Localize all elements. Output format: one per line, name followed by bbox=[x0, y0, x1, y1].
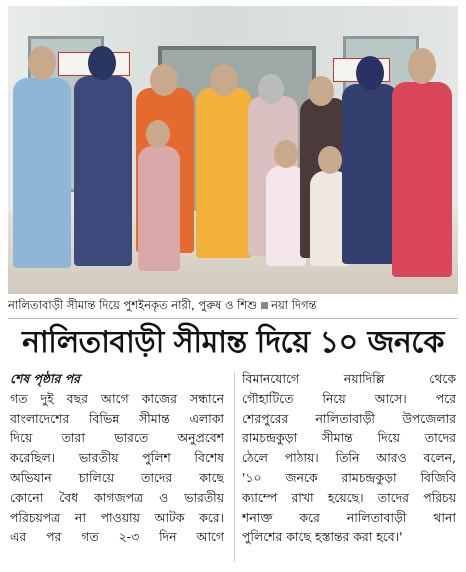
caption-credit: নয়া দিগন্ত bbox=[271, 298, 317, 312]
caption-text: নালিতাবাড়ী সীমান্ত দিয়ে পুশইনকৃত নারী, পুরুষ ও শিশু bbox=[8, 298, 258, 312]
left-line-8: এর পর গত ২-৩ দিন আগে bbox=[10, 529, 224, 545]
child-2-head bbox=[274, 140, 298, 168]
person-2 bbox=[74, 76, 132, 266]
person-4 bbox=[196, 88, 252, 258]
column-divider bbox=[234, 372, 235, 562]
right-line-3: শেরপুরের নালিতাবাড়ী উপজেলার bbox=[242, 410, 456, 426]
right-line-8: শনাক্ত করে নালিতাবাড়ী থানা bbox=[242, 509, 456, 525]
left-column bbox=[10, 369, 224, 547]
person-1 bbox=[13, 78, 71, 268]
left-line-5: অভিযান চালিয়ে তাদের কাছে bbox=[10, 469, 224, 485]
child-1 bbox=[138, 146, 180, 271]
person-7 bbox=[342, 84, 398, 264]
person-8-head bbox=[408, 48, 436, 84]
person-8 bbox=[392, 82, 452, 277]
person-3-head bbox=[150, 64, 178, 96]
news-photo bbox=[8, 6, 458, 294]
headline: নালিতাবাড়ী সীমান্ত দিয়ে ১০ জনকে bbox=[22, 325, 444, 360]
person-2-head bbox=[88, 46, 116, 80]
person-7-head bbox=[356, 56, 384, 90]
left-line-7: পরিচয়পত্র না পাওয়ায় আটক করে। bbox=[10, 509, 224, 525]
person-4-head bbox=[210, 64, 238, 96]
continuation-lead: শেষ পৃষ্ঠার পর bbox=[10, 371, 80, 386]
child-1-head bbox=[146, 120, 170, 148]
right-line-9: পুলিশের কাছে হস্তান্তর করা হবে।' bbox=[242, 529, 403, 545]
person-5-head bbox=[258, 74, 284, 104]
right-line-7: ক্যাম্পে রাখা হয়েছে। তাদের পরিচয় bbox=[242, 489, 456, 505]
right-line-4: রামচন্দ্রকুড়া সীমান্ত দিয়ে তাদের bbox=[242, 430, 456, 446]
right-line-2: গৌহাটিতে নিয়ে আসে। পরে bbox=[242, 390, 456, 406]
left-line-1: গত দুই বছর আগে কাজের সন্ধানে bbox=[10, 390, 224, 406]
photo-caption bbox=[8, 296, 458, 314]
left-line-2: বাংলাদেশের বিভিন্ন সীমান্ত এলাকা bbox=[10, 410, 224, 426]
right-line-1: বিমানযোগে নয়াদিল্লি থেকে bbox=[242, 371, 456, 386]
right-column bbox=[242, 369, 456, 547]
left-line-3: দিয়ে তারা ভারতে অনুপ্রবেশ bbox=[10, 430, 224, 446]
person-1-head bbox=[28, 46, 56, 80]
caption-rule bbox=[8, 318, 458, 319]
person-6-head bbox=[308, 76, 334, 106]
caption-square-icon bbox=[261, 302, 268, 309]
right-line-6: '১০ জনকে রামচন্দ্রকুড়া বিজিবি bbox=[242, 469, 456, 485]
left-line-6: কোনো বৈধ কাগজপত্র ও ভারতীয় bbox=[10, 489, 224, 505]
child-3-head bbox=[318, 146, 342, 174]
right-line-5: ঠেলে পাঠায়। তিনি আরও বলেন, bbox=[242, 450, 456, 466]
left-line-4: করেছিল। ভারতীয় পুলিশ বিশেষ bbox=[10, 450, 224, 466]
